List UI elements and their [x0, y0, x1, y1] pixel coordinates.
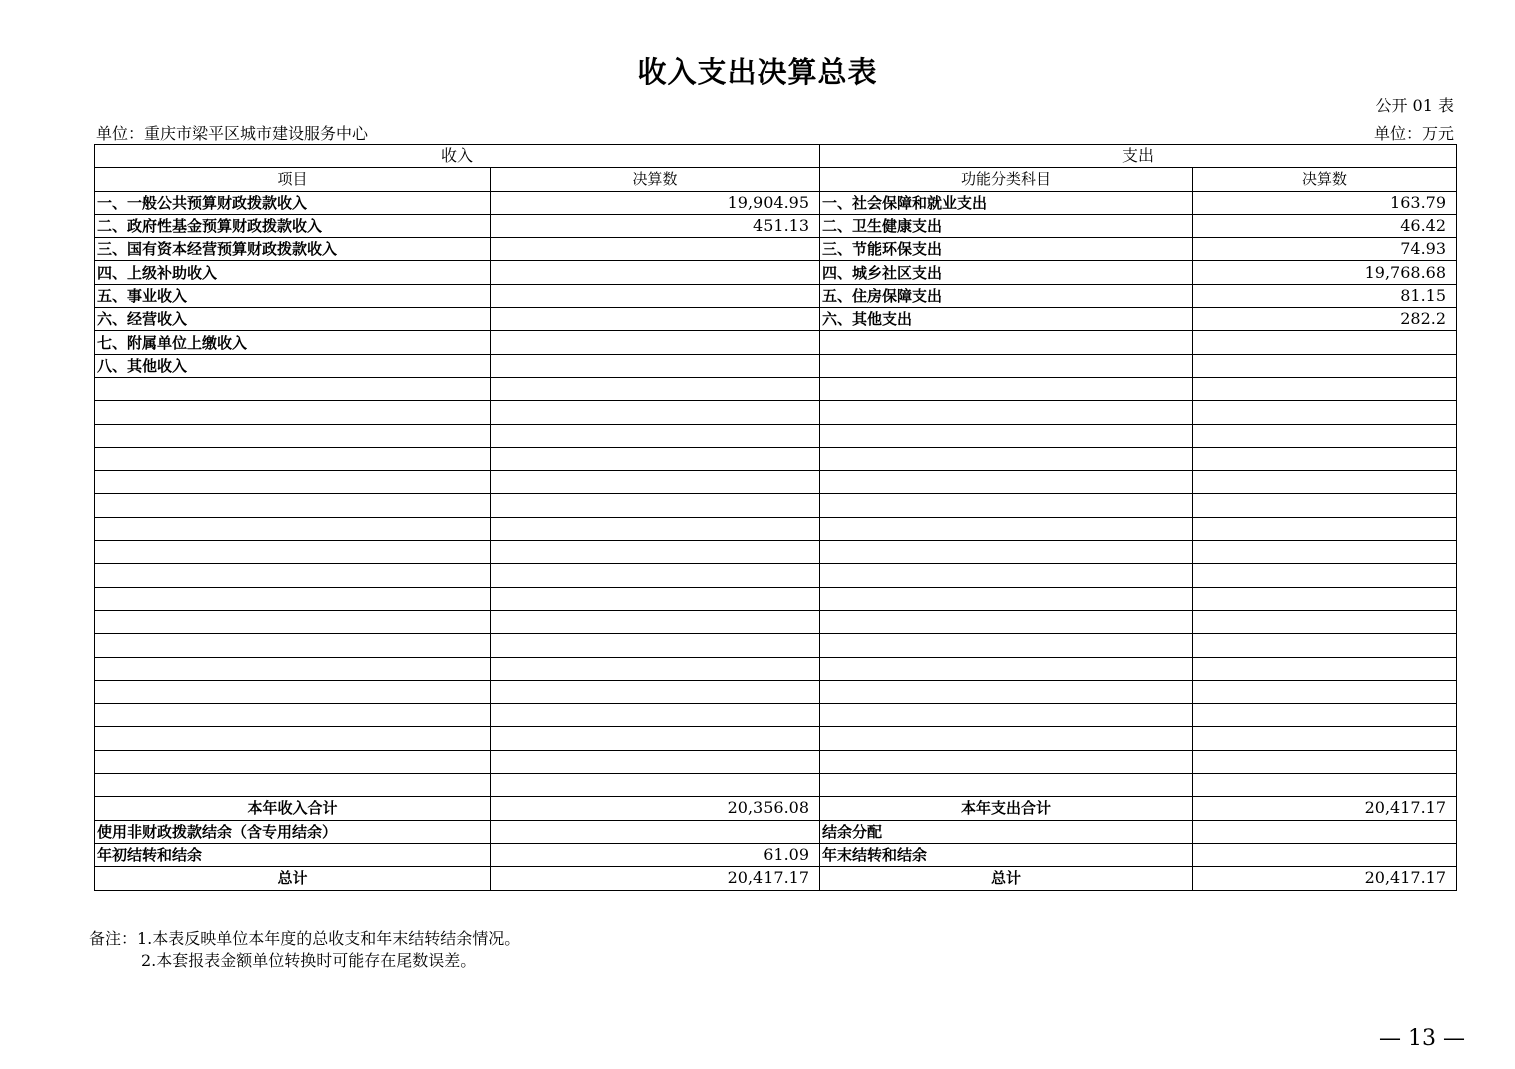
income-section-header: 收入 [95, 145, 820, 168]
total-row [95, 843, 1457, 866]
income-expense-table [94, 144, 1457, 891]
expense-item-cell [820, 447, 1193, 470]
expense-item-cell [820, 401, 1193, 424]
total-expense-amount: 20,417.17 [1193, 797, 1457, 820]
income-amount-cell [491, 541, 820, 564]
income-amount-cell [491, 447, 820, 470]
income-item-cell [95, 634, 491, 657]
organization-label: 单位：重庆市梁平区城市建设服务中心 [96, 124, 369, 143]
column-header-function: 功能分类科目 [820, 168, 1193, 191]
expense-item-cell [820, 494, 1193, 517]
income-amount-cell [491, 517, 820, 540]
income-amount-cell [491, 587, 820, 610]
income-amount-cell [491, 704, 820, 727]
income-amount-cell [491, 424, 820, 447]
expense-item-cell [820, 331, 1193, 354]
total-income-label: 本年收入合计 [95, 797, 491, 820]
expense-item-cell: 四、城乡社区支出 [820, 261, 1193, 284]
table-row [95, 541, 1457, 564]
income-item-cell [95, 377, 491, 400]
table-row [95, 704, 1457, 727]
table-row [95, 634, 1457, 657]
table-row [95, 774, 1457, 797]
income-amount-cell [491, 680, 820, 703]
total-income-amount: 20,356.08 [491, 797, 820, 820]
expense-item-cell [820, 704, 1193, 727]
expense-item-cell: 二、卫生健康支出 [820, 214, 1193, 237]
column-header-amount: 决算数 [491, 168, 820, 191]
income-item-cell [95, 447, 491, 470]
total-expense-label: 总计 [820, 867, 1193, 890]
expense-amount-cell [1193, 704, 1457, 727]
table-row [95, 214, 1457, 237]
expense-amount-cell [1193, 774, 1457, 797]
expense-item-cell [820, 634, 1193, 657]
income-amount-cell [491, 657, 820, 680]
table-row [95, 424, 1457, 447]
income-item-cell [95, 564, 491, 587]
total-row [95, 867, 1457, 890]
income-item-cell [95, 750, 491, 773]
table-row [95, 238, 1457, 261]
unit-label: 单位：万元 [1373, 124, 1454, 143]
table-row [95, 727, 1457, 750]
income-item-cell [95, 541, 491, 564]
expense-item-cell: 三、节能环保支出 [820, 238, 1193, 261]
table-row [95, 401, 1457, 424]
total-income-label: 年初结转和结余 [95, 843, 491, 866]
expense-item-cell [820, 471, 1193, 494]
income-item-cell: 七、附属单位上缴收入 [95, 331, 491, 354]
income-amount-cell [491, 308, 820, 331]
expense-amount-cell [1193, 331, 1457, 354]
income-amount-cell [491, 634, 820, 657]
total-expense-label: 年末结转和结余 [820, 843, 1193, 866]
table-row [95, 471, 1457, 494]
income-amount-cell [491, 727, 820, 750]
income-amount-cell [491, 238, 820, 261]
expense-amount-cell [1193, 587, 1457, 610]
income-item-cell [95, 704, 491, 727]
expense-item-cell: 五、住房保障支出 [820, 284, 1193, 307]
income-amount-cell [491, 401, 820, 424]
section-header-row [95, 145, 1457, 168]
expense-item-cell [820, 354, 1193, 377]
table-row [95, 517, 1457, 540]
table-row [95, 564, 1457, 587]
expense-amount-cell: 46.42 [1193, 214, 1457, 237]
income-amount-cell [491, 377, 820, 400]
table-body [95, 191, 1457, 797]
table-row [95, 494, 1457, 517]
note-line-2: 2.本套报表金额单位转换时可能存在尾数误差。 [141, 951, 477, 970]
total-expense-label: 结余分配 [820, 820, 1193, 843]
expense-amount-cell [1193, 680, 1457, 703]
total-expense-amount [1193, 820, 1457, 843]
expense-amount-cell: 81.15 [1193, 284, 1457, 307]
expense-amount-cell [1193, 401, 1457, 424]
income-amount-cell [491, 774, 820, 797]
total-income-amount [491, 820, 820, 843]
column-header-item: 项目 [95, 168, 491, 191]
income-item-cell [95, 401, 491, 424]
income-amount-cell [491, 471, 820, 494]
total-expense-label: 本年支出合计 [820, 797, 1193, 820]
income-item-cell: 一、一般公共预算财政拨款收入 [95, 191, 491, 214]
income-amount-cell [491, 494, 820, 517]
total-row [95, 820, 1457, 843]
expense-amount-cell [1193, 471, 1457, 494]
income-item-cell: 八、其他收入 [95, 354, 491, 377]
income-amount-cell [491, 331, 820, 354]
income-item-cell [95, 424, 491, 447]
table-row [95, 610, 1457, 633]
expense-amount-cell [1193, 564, 1457, 587]
income-item-cell: 六、经营收入 [95, 308, 491, 331]
total-income-amount: 61.09 [491, 843, 820, 866]
total-income-label: 总计 [95, 867, 491, 890]
expense-amount-cell: 74.93 [1193, 238, 1457, 261]
income-item-cell: 三、国有资本经营预算财政拨款收入 [95, 238, 491, 261]
expense-amount-cell [1193, 424, 1457, 447]
total-expense-amount: 20,417.17 [1193, 867, 1457, 890]
table-row [95, 447, 1457, 470]
income-item-cell [95, 727, 491, 750]
expense-amount-cell: 282.2 [1193, 308, 1457, 331]
income-amount-cell [491, 354, 820, 377]
column-header-row [95, 168, 1457, 191]
total-income-amount: 20,417.17 [491, 867, 820, 890]
table-row [95, 331, 1457, 354]
expense-item-cell [820, 424, 1193, 447]
expense-amount-cell: 163.79 [1193, 191, 1457, 214]
table-totals [95, 797, 1457, 890]
income-item-cell [95, 517, 491, 540]
expense-item-cell [820, 774, 1193, 797]
income-amount-cell [491, 610, 820, 633]
expense-item-cell: 一、社会保障和就业支出 [820, 191, 1193, 214]
expense-item-cell [820, 680, 1193, 703]
expense-amount-cell: 19,768.68 [1193, 261, 1457, 284]
income-item-cell [95, 774, 491, 797]
expense-amount-cell [1193, 377, 1457, 400]
income-item-cell [95, 494, 491, 517]
expense-amount-cell [1193, 727, 1457, 750]
income-item-cell: 五、事业收入 [95, 284, 491, 307]
income-item-cell: 四、上级补助收入 [95, 261, 491, 284]
income-amount-cell: 451.13 [491, 214, 820, 237]
table-row [95, 308, 1457, 331]
income-item-cell: 二、政府性基金预算财政拨款收入 [95, 214, 491, 237]
table-row [95, 284, 1457, 307]
expense-amount-cell [1193, 494, 1457, 517]
expense-amount-cell [1193, 657, 1457, 680]
expense-item-cell [820, 657, 1193, 680]
table-row [95, 354, 1457, 377]
page-number: — 13 — [1379, 1026, 1465, 1051]
expense-item-cell: 六、其他支出 [820, 308, 1193, 331]
table-row [95, 587, 1457, 610]
expense-item-cell [820, 750, 1193, 773]
expense-item-cell [820, 610, 1193, 633]
income-amount-cell [491, 750, 820, 773]
table-row [95, 377, 1457, 400]
expense-item-cell [820, 541, 1193, 564]
note-line-1: 备注：1.本表反映单位本年度的总收支和年末结转结余情况。 [89, 929, 521, 948]
expense-item-cell [820, 727, 1193, 750]
expense-amount-cell [1193, 354, 1457, 377]
income-item-cell [95, 680, 491, 703]
page-title: 收入支出决算总表 [637, 55, 878, 89]
expense-section-header: 支出 [820, 145, 1457, 168]
expense-item-cell [820, 587, 1193, 610]
total-expense-amount [1193, 843, 1457, 866]
income-amount-cell [491, 564, 820, 587]
income-item-cell [95, 471, 491, 494]
expense-amount-cell [1193, 750, 1457, 773]
expense-item-cell [820, 377, 1193, 400]
expense-amount-cell [1193, 610, 1457, 633]
expense-amount-cell [1193, 634, 1457, 657]
table-row [95, 191, 1457, 214]
total-income-label: 使用非财政拨款结余（含专用结余） [95, 820, 491, 843]
table-row [95, 680, 1457, 703]
notes [89, 928, 520, 972]
income-item-cell [95, 587, 491, 610]
expense-amount-cell [1193, 517, 1457, 540]
expense-amount-cell [1193, 541, 1457, 564]
expense-item-cell [820, 564, 1193, 587]
table-row [95, 261, 1457, 284]
form-number: 公开 01 表 [1375, 96, 1454, 115]
expense-amount-cell [1193, 447, 1457, 470]
income-amount-cell [491, 261, 820, 284]
income-item-cell [95, 610, 491, 633]
table-row [95, 750, 1457, 773]
expense-item-cell [820, 517, 1193, 540]
income-amount-cell: 19,904.95 [491, 191, 820, 214]
column-header-amount-expense: 决算数 [1193, 168, 1457, 191]
income-item-cell [95, 657, 491, 680]
total-row [95, 797, 1457, 820]
table-row [95, 657, 1457, 680]
income-amount-cell [491, 284, 820, 307]
